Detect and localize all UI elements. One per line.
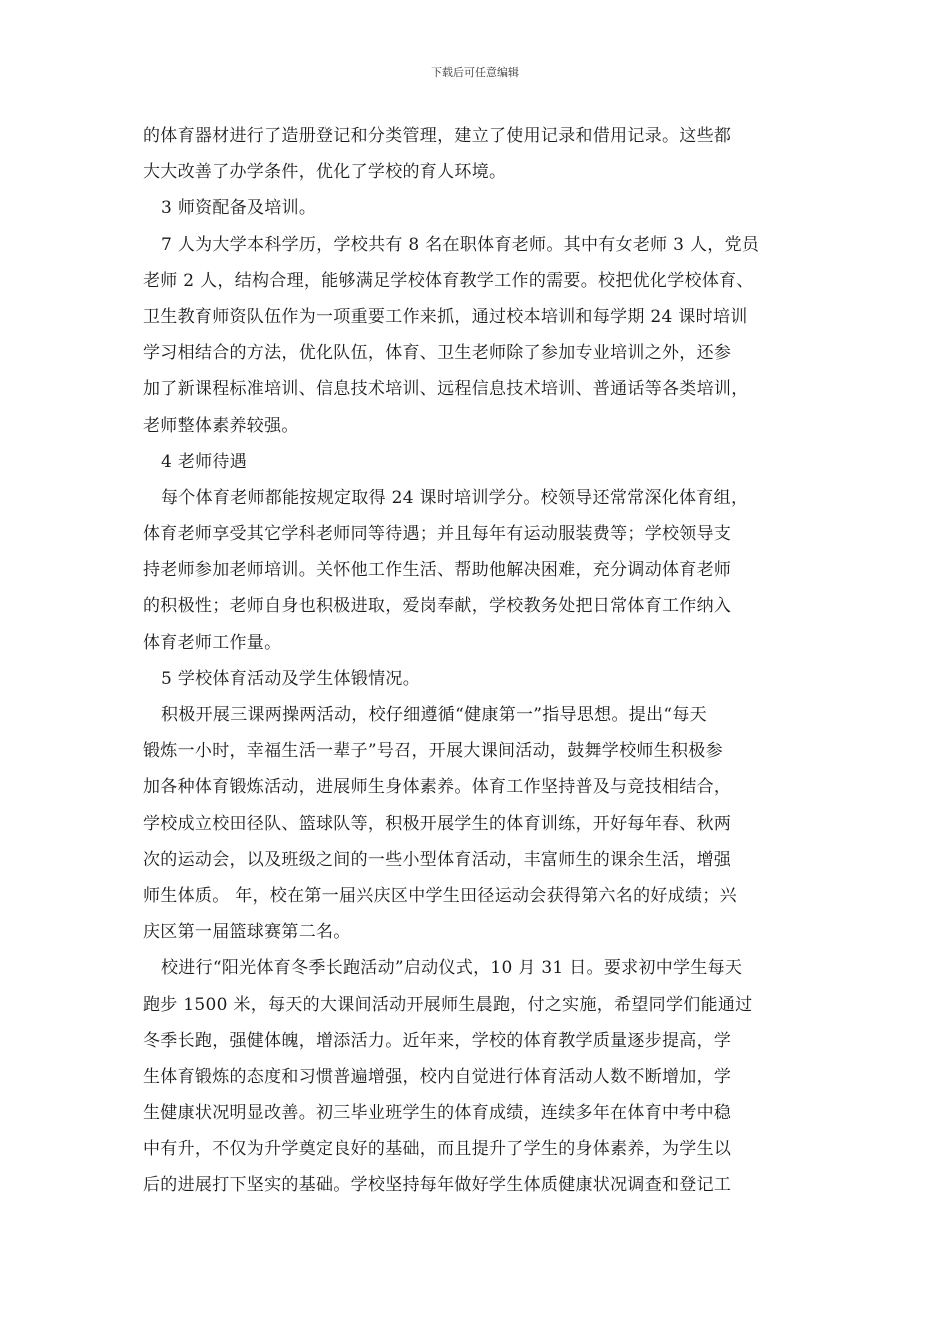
text-line: 老师整体素养较强。 (143, 415, 299, 436)
text-line: 每个体育老师都能按规定取得 24 课时培训学分。校领导还常常深化体育组， (161, 487, 749, 508)
text-line: 积极开展三课两操两活动，校仔细遵循“健康第一”指导思想。提出“每天 (161, 705, 707, 725)
text-line: 学习相结合的方法，优化队伍，体育、卫生老师除了参加专业培训之外，还参 (143, 343, 732, 364)
text-line: 生健康状况明显改善。初三毕业班学生的体育成绩，连续多年在体育中考中稳 (143, 1103, 732, 1124)
text-line: 老师 2 人，结构合理，能够满足学校体育教学工作的需要。校把优化学校体育、 (143, 270, 754, 291)
text-line: 体育老师工作量。 (143, 632, 282, 653)
text-line: 校进行“阳光体育冬季长跑活动”启动仪式，10 月 31 日。要求初中学生每天 (161, 958, 743, 979)
text-line: 学校成立校田径队、篮球队等，积极开展学生的体育训练，开好每年春、秋两 (143, 813, 732, 834)
text-line: 后的进展打下坚实的基础。学校坚持每年做好学生体质健康状况调查和登记工 (143, 1175, 732, 1196)
text-line: 4 老师待遇 (161, 451, 248, 472)
text-line: 3 师资配备及培训。 (161, 198, 317, 219)
text-line: 大大改善了办学条件，优化了学校的育人环境。 (143, 162, 507, 183)
text-line: 加了新课程标准培训、信息技术培训、远程信息技术培训、普通话等各类培训， (143, 379, 749, 400)
text-line: 中有升，不仅为升学奠定良好的基础，而且提升了学生的身体素养，为学生以 (143, 1139, 732, 1160)
text-line: 锻炼一小时，幸福生活一辈子”号召，开展大课间活动，鼓舞学校师生积极参 (143, 741, 723, 762)
document-body (143, 118, 815, 1204)
text-line: 师生体质。 年，校在第一届兴庆区中学生田径运动会获得第六名的好成绩；兴 (143, 885, 737, 906)
text-line: 体育老师享受其它学科老师同等待遇；并且每年有运动服装费等；学校领导支 (143, 524, 732, 545)
text-line: 5 学校体育活动及学生体锻情况。 (161, 668, 421, 689)
page-header: 下载后可任意编辑 (431, 66, 519, 79)
text-line: 跑步 1500 米，每天的大课间活动开展师生晨跑，付之实施，希望同学们能通过 (143, 994, 753, 1015)
text-line: 庆区第一届篮球赛第二名。 (143, 922, 351, 943)
text-line: 的体育器材进行了造册登记和分类管理，建立了使用记录和借用记录。这些都 (143, 126, 732, 146)
text-line: 7 人为大学本科学历，学校共有 8 名在职体育老师。其中有女老师 3 人，党员 (161, 234, 760, 255)
text-line: 持老师参加老师培训。关怀他工作生活、帮助他解决困难，充分调动体育老师 (143, 560, 732, 581)
text-line: 加各种体育锻炼活动，进展师生身体素养。体育工作坚持普及与竞技相结合， (143, 777, 732, 798)
text-line: 的积极性；老师自身也积极进取，爱岗奉献，学校教务处把日常体育工作纳入 (143, 596, 732, 617)
text-line: 冬季长跑，强健体魄，增添活力。近年来，学校的体育教学质量逐步提高，学 (143, 1030, 732, 1051)
text-line: 次的运动会，以及班级之间的一些小型体育活动，丰富师生的课余生活，增强 (143, 849, 732, 870)
text-line: 卫生教育师资队伍作为一项重要工作来抓，通过校本培训和每学期 24 课时培训 (143, 306, 748, 327)
text-line: 生体育锻炼的态度和习惯普遍增强，校内自觉进行体育活动人数不断增加，学 (143, 1066, 732, 1087)
